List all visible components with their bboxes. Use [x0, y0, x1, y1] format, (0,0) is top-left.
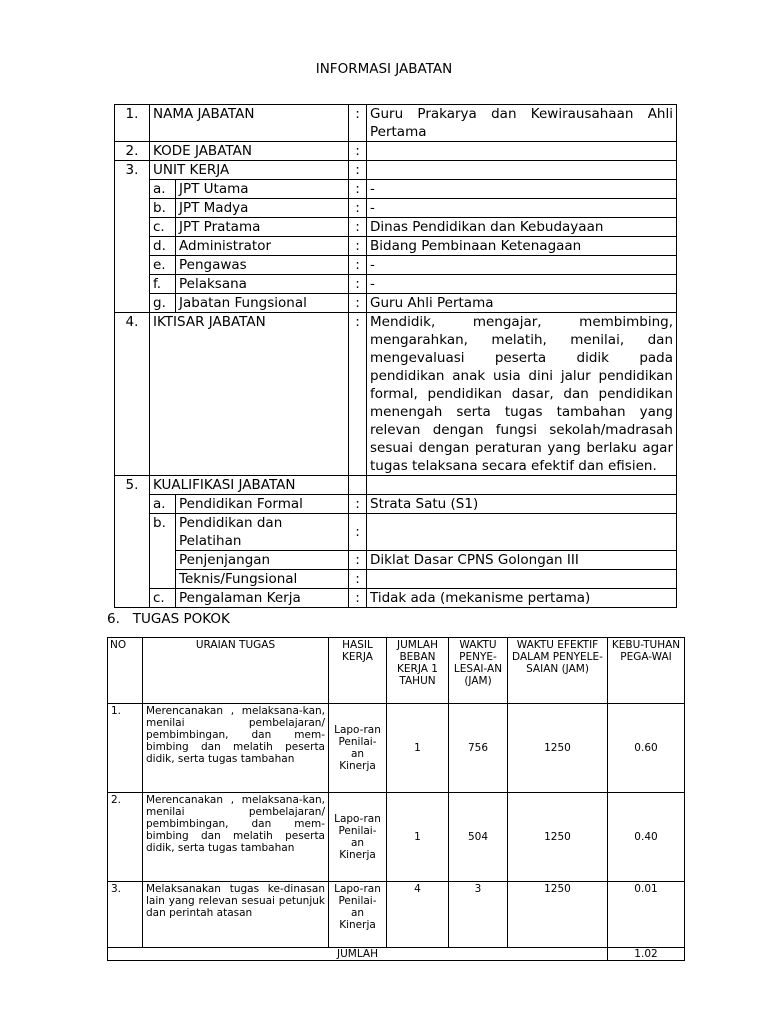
total-row	[108, 948, 685, 961]
colon: :	[349, 142, 367, 161]
total-value: 1.02	[608, 948, 685, 961]
kode-jabatan-value	[367, 142, 677, 161]
unit-letter: a.	[150, 180, 176, 199]
colon: :	[349, 313, 367, 476]
info-jabatan-table	[114, 104, 677, 608]
row-waktu: 3	[449, 882, 508, 948]
row-kebutuhan: 0.01	[608, 882, 685, 948]
colon: :	[349, 161, 367, 180]
unit-label: Pelaksana	[176, 275, 349, 294]
unit-row	[115, 237, 677, 256]
unit-kerja-value	[367, 161, 677, 180]
row-hasil: Lapo-ran Penilai-an Kinerja	[329, 704, 387, 793]
table-row	[108, 882, 685, 948]
row-penjenjangan	[115, 551, 677, 570]
row-uraian: Merencanakan , melaksana-kan, menilai pembelajaran/ pembimbingan, dan mem-bimbing dan melatih peserta didik, serta tugas tambahan	[143, 793, 329, 882]
unit-value: Bidang Pembinaan Ketenagaan	[367, 237, 677, 256]
section-heading: 6. TUGAS POKOK	[107, 611, 230, 627]
row-efektif: 1250	[508, 882, 608, 948]
row-jumlah: 4	[387, 882, 449, 948]
unit-row	[115, 294, 677, 313]
unit-letter: b.	[150, 199, 176, 218]
header-hasil: HASIL KERJA	[329, 638, 387, 704]
unit-row	[115, 180, 677, 199]
pengalaman-kerja-label: Pengalaman Kerja	[176, 589, 349, 608]
unit-letter: d.	[150, 237, 176, 256]
table-row	[108, 704, 685, 793]
row-waktu: 756	[449, 704, 508, 793]
colon: :	[349, 589, 367, 608]
row-teknis-fungsional	[115, 570, 677, 589]
row-number: 3.	[115, 161, 150, 313]
row-efektif: 1250	[508, 793, 608, 882]
colon: :	[349, 237, 367, 256]
unit-value: -	[367, 256, 677, 275]
row-kualifikasi-jabatan	[115, 476, 677, 495]
unit-label: Pengawas	[176, 256, 349, 275]
colon: :	[349, 218, 367, 237]
unit-value: -	[367, 199, 677, 218]
row-kebutuhan: 0.60	[608, 704, 685, 793]
row-nama-jabatan	[115, 105, 677, 142]
header-efektif: WAKTU EFEKTIF DALAM PENYELE-SAIAN (JAM)	[508, 638, 608, 704]
kualifikasi-jabatan-label: KUALIFIKASI JABATAN	[150, 476, 349, 495]
pendidikan-formal-label: Pendidikan Formal	[176, 495, 349, 514]
penjenjangan-label: Penjenjangan	[176, 551, 349, 570]
unit-letter: c.	[150, 218, 176, 237]
row-kode-jabatan	[115, 142, 677, 161]
header-kebutuhan: KEBU-TUHAN PEGA-WAI	[608, 638, 685, 704]
row-pengalaman-kerja	[115, 589, 677, 608]
unit-letter: c.	[150, 589, 176, 608]
unit-row	[115, 218, 677, 237]
colon: :	[349, 294, 367, 313]
unit-letter: g.	[150, 294, 176, 313]
table-row	[108, 793, 685, 882]
row-no: 2.	[108, 793, 143, 882]
penjenjangan-value: Diklat Dasar CPNS Golongan III	[367, 551, 677, 570]
iktisar-jabatan-value: Mendidik, mengajar, membimbing, mengarahkan, melatih, menilai, dan mengevaluasi peserta didik pada pendidikan anak usia dini jalur pendidikan formal, pendidikan dasar, dan pendidikan menengah serta tugas tambahan yang relevan dengan fungsi sekolah/madrasah sesuai dengan peraturan yang berlaku agar tugas telaksana secara efektif dan efisien.	[367, 313, 677, 476]
unit-letter: a.	[150, 495, 176, 514]
row-jumlah: 1	[387, 704, 449, 793]
unit-label: JPT Madya	[176, 199, 349, 218]
header-no: NO	[108, 638, 143, 704]
row-efektif: 1250	[508, 704, 608, 793]
pengalaman-kerja-value: Tidak ada (mekanisme pertama)	[367, 589, 677, 608]
colon: :	[349, 256, 367, 275]
row-number: 5.	[115, 476, 150, 608]
unit-value: -	[367, 180, 677, 199]
unit-row	[115, 256, 677, 275]
unit-kerja-label: UNIT KERJA	[150, 161, 349, 180]
row-iktisar-jabatan	[115, 313, 677, 476]
unit-row	[115, 275, 677, 294]
header-uraian: URAIAN TUGAS	[143, 638, 329, 704]
kode-jabatan-label: KODE JABATAN	[150, 142, 349, 161]
row-pendidikan-formal	[115, 495, 677, 514]
unit-value: -	[367, 275, 677, 294]
row-no: 3.	[108, 882, 143, 948]
colon: :	[349, 514, 367, 551]
colon: :	[349, 570, 367, 589]
iktisar-jabatan-label: IKTISAR JABATAN	[150, 313, 349, 476]
unit-label: JPT Pratama	[176, 218, 349, 237]
tugas-pokok-table	[107, 637, 685, 961]
total-label: JUMLAH	[108, 948, 608, 961]
row-number: 1.	[115, 105, 150, 142]
row-unit-kerja	[115, 161, 677, 180]
unit-label: Jabatan Fungsional	[176, 294, 349, 313]
unit-value: Dinas Pendidikan dan Kebudayaan	[367, 218, 677, 237]
unit-label: Administrator	[176, 237, 349, 256]
colon: :	[349, 551, 367, 570]
row-jumlah: 1	[387, 793, 449, 882]
unit-label: JPT Utama	[176, 180, 349, 199]
unit-letter: e.	[150, 256, 176, 275]
table-header	[108, 638, 685, 704]
teknis-fungsional-label: Teknis/Fungsional	[176, 570, 349, 589]
nama-jabatan-label: NAMA JABATAN	[150, 105, 349, 142]
unit-letter: f.	[150, 275, 176, 294]
row-waktu: 504	[449, 793, 508, 882]
row-no: 1.	[108, 704, 143, 793]
unit-letter: b.	[150, 514, 176, 589]
unit-row	[115, 199, 677, 218]
header-jumlah: JUMLAH BEBAN KERJA 1 TAHUN	[387, 638, 449, 704]
pendidikan-formal-value: Strata Satu (S1)	[367, 495, 677, 514]
colon: :	[349, 105, 367, 142]
colon: :	[349, 495, 367, 514]
colon: :	[349, 199, 367, 218]
pendidikan-pelatihan-label: Pendidikan dan Pelatihan	[176, 514, 349, 551]
unit-value: Guru Ahli Pertama	[367, 294, 677, 313]
row-kebutuhan: 0.40	[608, 793, 685, 882]
header-waktu: WAKTU PENYE-LESAI-AN (JAM)	[449, 638, 508, 704]
document-title: INFORMASI JABATAN	[315, 61, 453, 77]
row-hasil: Lapo-ran Penilai-an Kinerja	[329, 882, 387, 948]
colon: :	[349, 275, 367, 294]
colon: :	[349, 180, 367, 199]
row-uraian: Merencanakan , melaksana-kan, menilai pembelajaran/ pembimbingan, dan mem-bimbing dan melatih peserta didik, serta tugas tambahan	[143, 704, 329, 793]
row-pendidikan-pelatihan	[115, 514, 677, 551]
nama-jabatan-value: Guru Prakarya dan Kewirausahaan Ahli Pertama	[367, 105, 677, 142]
row-hasil: Lapo-ran Penilai-an Kinerja	[329, 793, 387, 882]
row-number: 4.	[115, 313, 150, 476]
row-number: 2.	[115, 142, 150, 161]
row-uraian: Melaksanakan tugas ke-dinasan lain yang relevan sesuai petunjuk dan perintah atasan	[143, 882, 329, 948]
